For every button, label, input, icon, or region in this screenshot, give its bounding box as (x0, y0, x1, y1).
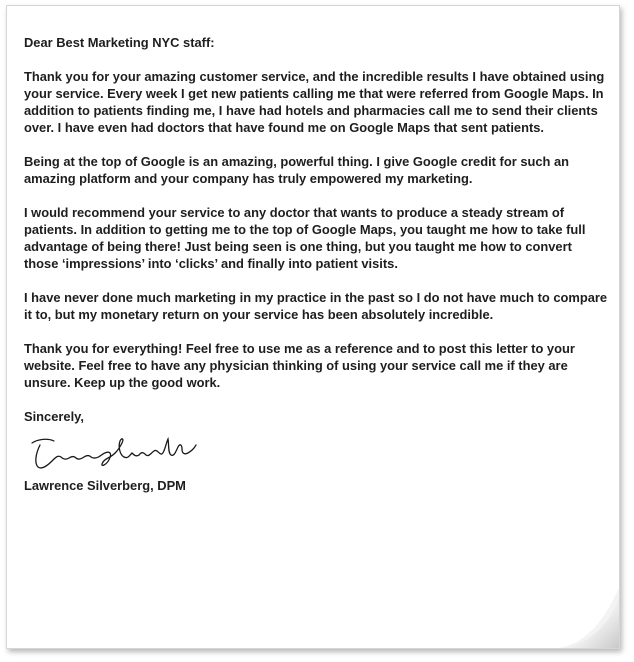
letter-paragraph-1: Thank you for your amazing customer service, and the incredible results I have obtained using your service. Every week I get new patients calling me that were referred from Google Maps. In addition to patients finding me, I have had hotels and pharmacies call me to send their clients over. I have even had doctors that have found me on Google Maps that sent patients. (24, 69, 605, 135)
letter-signer: Lawrence Silverberg, DPM (24, 478, 186, 493)
handwritten-signature (28, 431, 198, 473)
letter-paragraph-2: Being at the top of Google is an amazing, powerful thing. I give Google credit for such an amazing platform and your company has truly empowered my marketing. (24, 154, 570, 186)
letter-page (6, 5, 620, 649)
letter-greeting: Dear Best Marketing NYC staff: (24, 35, 215, 50)
page-curl (559, 588, 619, 648)
letter-closing: Sincerely, (24, 409, 84, 424)
letter-paragraph-3: I would recommend your service to any doctor that wants to produce a steady stream of patients. In addition to getting me to the top of Google Maps, you taught me how to take full advantage of being there! Just being seen is one thing, but you taught me how to convert those ‘impressions’ into ‘clicks’ and finally into patient visits. (24, 205, 586, 271)
letter-paragraph-5: Thank you for everything! Feel free to use me as a reference and to post this letter to your website. Feel free to have any physician thinking of using your service call me if they are unsure. Keep up the good work. (24, 341, 575, 390)
letter-body (24, 34, 608, 511)
letter-paragraph-4: I have never done much marketing in my practice in the past so I do not have much to compare it to, but my monetary return on your service has been absolutely incredible. (24, 290, 608, 322)
